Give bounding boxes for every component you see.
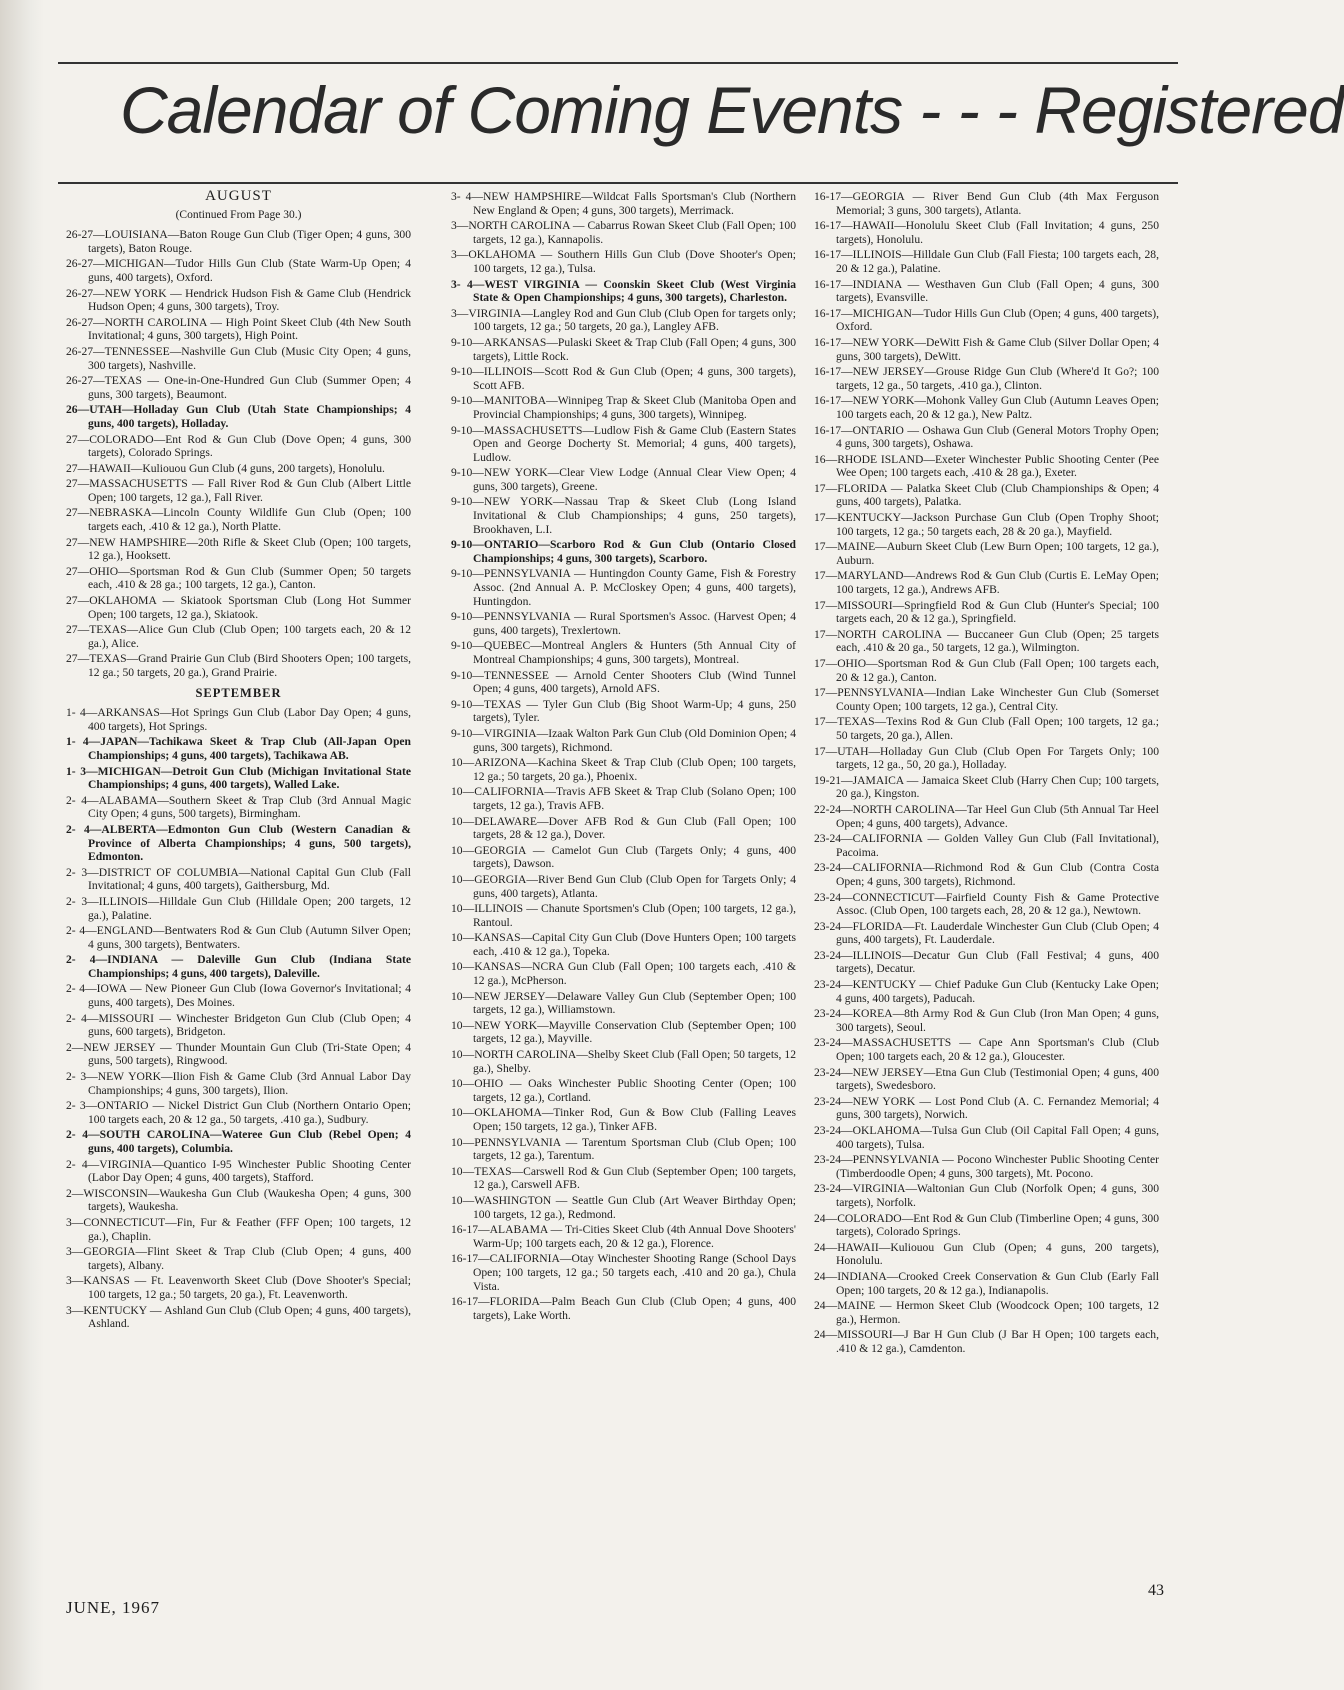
event-entry: 23-24—VIRGINIA—Waltonian Gun Club (Norfolk Open; 4 guns, 300 targets), Norfolk.	[814, 1182, 1159, 1209]
event-entry: 16-17—NEW YORK—Mohonk Valley Gun Club (Autumn Leaves Open; 100 targets each, 20 & 12 ga.), New Paltz.	[814, 394, 1159, 421]
august-event-list	[66, 228, 411, 679]
event-entry: 3—OKLAHOMA — Southern Hills Gun Club (Dove Shooter's Open; 100 targets, 12 ga.), Tulsa.	[451, 248, 796, 275]
event-entry: 2- 4—ALBERTA—Edmonton Gun Club (Western Canadian & Province of Alberta Championships; 4 guns, 500 targets), Edmonton.	[66, 822, 411, 864]
event-entry: 17—MISSOURI—Springfield Rod & Gun Club (Hunter's Special; 100 targets each, 20 & 12 ga.), Springfield.	[814, 598, 1159, 626]
event-entry: 3—KANSAS — Ft. Leavenworth Skeet Club (Dove Shooter's Special; 100 targets, 12 ga.; 50 targets, 20 ga.), Ft. Leavenworth.	[66, 1274, 411, 1301]
event-entry: 9-10—MASSACHUSETTS—Ludlow Fish & Game Club (Eastern States Open and George Docherty St. Memorial; 4 guns, 400 targets), Ludlow.	[451, 423, 796, 464]
event-entry: 10—NEW JERSEY—Delaware Valley Gun Club (September Open; 100 targets, 12 ga.), Williamstown.	[451, 989, 796, 1017]
event-entry: 26—UTAH—Holladay Gun Club (Utah State Championships; 4 guns, 400 targets), Holladay.	[66, 403, 411, 430]
event-entry: 9-10—MANITOBA—Winnipeg Trap & Skeet Club (Manitoba Open and Provincial Championships; 4 guns, 300 targets), Winnipeg.	[451, 394, 796, 421]
event-entry: 2- 4—ALABAMA—Southern Skeet & Trap Club (3rd Annual Magic City Open; 4 guns, 500 targets), Birmingham.	[66, 793, 411, 821]
event-entry: 23-24—ILLINOIS—Decatur Gun Club (Fall Festival; 4 guns, 400 targets), Decatur.	[814, 948, 1159, 976]
event-entry: 10—OKLAHOMA—Tinker Rod, Gun & Bow Club (Falling Leaves Open; 150 targets, 12 ga.), Tinker AFB.	[451, 1106, 796, 1133]
event-entry: 27—TEXAS—Alice Gun Club (Club Open; 100 targets each, 20 & 12 ga.), Alice.	[66, 623, 411, 650]
event-entry: 23-24—CONNECTICUT—Fairfield County Fish & Game Protective Assoc. (Club Open, 100 targets each, 28, 20 & 12 ga.), Newtown.	[814, 890, 1159, 918]
event-list-2	[451, 190, 796, 1322]
event-entry: 16-17—NEW YORK—DeWitt Fish & Game Club (Silver Dollar Open; 4 guns, 300 targets), DeWitt.	[814, 335, 1159, 363]
event-entry: 17—NORTH CAROLINA — Buccaneer Gun Club (Open; 25 targets each, .410 & 20 ga., 50 targets, 12 ga.), Wilmington.	[814, 627, 1159, 655]
event-entry: 10—KANSAS—NCRA Gun Club (Fall Open; 100 targets each, .410 & 12 ga.), McPherson.	[451, 960, 796, 988]
event-entry: 2- 4—VIRGINIA—Quantico I-95 Winchester Public Shooting Center (Labor Day Open; 4 guns, 400 targets), Stafford.	[66, 1157, 411, 1185]
event-entry: 24—HAWAII—Kuliouou Gun Club (Open; 4 guns, 200 targets), Honolulu.	[814, 1240, 1159, 1268]
event-entry: 9-10—ONTARIO—Scarboro Rod & Gun Club (Ontario Closed Championships; 4 guns, 300 targets), Scarboro.	[451, 538, 796, 565]
page-edge-bleed	[0, 0, 44, 1690]
event-entry: 1- 4—ARKANSAS—Hot Springs Gun Club (Labor Day Open; 4 guns, 400 targets), Hot Springs.	[66, 706, 411, 733]
event-entry: 16-17—ALABAMA — Tri-Cities Skeet Club (4th Annual Dove Shooters' Warm-Up; 100 targets each, 20 & 12 ga.), Florence.	[451, 1223, 796, 1250]
event-entry: 17—TEXAS—Texins Rod & Gun Club (Fall Open; 100 targets, 12 ga.; 50 targets, 20 ga.), Allen.	[814, 715, 1159, 742]
event-entry: 23-24—KENTUCKY — Chief Paduke Gun Club (Kentucky Lake Open; 4 guns, 400 targets), Paducah.	[814, 978, 1159, 1005]
event-entry: 16-17—INDIANA — Westhaven Gun Club (Fall Open; 4 guns, 300 targets), Evansville.	[814, 277, 1159, 305]
event-entry: 16-17—NEW JERSEY—Grouse Ridge Gun Club (Where'd It Go?; 100 targets, 12 ga., 50 targets, .410 ga.), Clinton.	[814, 365, 1159, 392]
event-entry: 10—DELAWARE—Dover AFB Rod & Gun Club (Fall Open; 100 targets, 28 & 12 ga.), Dover.	[451, 814, 796, 842]
event-entry: 17—PENNSYLVANIA—Indian Lake Winchester Gun Club (Somerset County Open; 100 targets, 12 ga.), Central City.	[814, 686, 1159, 713]
event-entry: 9-10—VIRGINIA—Izaak Walton Park Gun Club (Old Dominion Open; 4 guns, 300 targets), Richmond.	[451, 726, 796, 754]
event-entry: 9-10—ARKANSAS—Pulaski Skeet & Trap Club (Fall Open; 4 guns, 300 targets), Little Rock.	[451, 335, 796, 363]
event-entry: 3- 4—NEW HAMPSHIRE—Wildcat Falls Sportsman's Club (Northern New England & Open; 4 guns, 300 targets), Merrimack.	[451, 190, 796, 217]
event-entry: 3—CONNECTICUT—Fin, Fur & Feather (FFF Open; 100 targets, 12 ga.), Chaplin.	[66, 1215, 411, 1243]
event-entry: 10—PENNSYLVANIA — Tarentum Sportsman Club (Club Open; 100 targets, 12 ga.), Tarentum.	[451, 1135, 796, 1163]
event-entry: 9-10—PENNSYLVANIA — Rural Sportsmen's Assoc. (Harvest Open; 4 guns, 400 targets), Trexlertown.	[451, 610, 796, 637]
event-entry: 24—INDIANA—Crooked Creek Conservation & Gun Club (Early Fall Open; 100 targets, 20 & 12 ga.), Indianapolis.	[814, 1269, 1159, 1297]
event-entry: 23-24—FLORIDA—Ft. Lauderdale Winchester Gun Club (Club Open; 4 guns, 400 targets), Ft. Lauderdale.	[814, 919, 1159, 947]
event-entry: 27—NEW HAMPSHIRE—20th Rifle & Skeet Club (Open; 100 targets, 12 ga.), Hooksett.	[66, 535, 411, 563]
event-entry: 10—TEXAS—Carswell Rod & Gun Club (September Open; 100 targets, 12 ga.), Carswell AFB.	[451, 1164, 796, 1192]
event-entry: 17—MARYLAND—Andrews Rod & Gun Club (Curtis E. LeMay Open; 100 targets, 12 ga.), Andrews AFB.	[814, 569, 1159, 597]
event-entry: 9-10—NEW YORK—Nassau Trap & Skeet Club (Long Island Invitational & Club Championships; 4 guns, 250 targets), Brookhaven, L.I.	[451, 495, 796, 536]
event-entry: 26-27—MICHIGAN—Tudor Hills Gun Club (State Warm-Up Open; 4 guns, 400 targets), Oxford.	[66, 257, 411, 284]
event-entry: 3—NORTH CAROLINA — Cabarrus Rowan Skeet Club (Fall Open; 100 targets, 12 ga.), Kannapolis.	[451, 219, 796, 246]
event-entry: 16-17—MICHIGAN—Tudor Hills Gun Club (Open; 4 guns, 400 targets), Oxford.	[814, 306, 1159, 334]
event-entry: 10—NORTH CAROLINA—Shelby Skeet Club (Fall Open; 50 targets, 12 ga.), Shelby.	[451, 1048, 796, 1075]
event-entry: 3—VIRGINIA—Langley Rod and Gun Club (Club Open for targets only; 100 targets, 12 ga.; 50 targets, 20 ga.), Langley AFB.	[451, 306, 796, 334]
event-entry: 23-24—PENNSYLVANIA — Pocono Winchester Public Shooting Center (Timberdoodle Open; 4 guns, 300 targets), Mt. Pocono.	[814, 1153, 1159, 1180]
event-entry: 27—COLORADO—Ent Rod & Gun Club (Dove Open; 4 guns, 300 targets), Colorado Springs.	[66, 432, 411, 460]
september-heading: SEPTEMBER	[195, 685, 282, 700]
event-entry: 22-24—NORTH CAROLINA—Tar Heel Gun Club (5th Annual Tar Heel Open; 4 guns, 400 targets), Advance.	[814, 802, 1159, 830]
event-entry: 24—COLORADO—Ent Rod & Gun Club (Timberline Open; 4 guns, 300 targets), Colorado Springs.	[814, 1211, 1159, 1239]
event-entry: 2- 3—ILLINOIS—Hilldale Gun Club (Hilldale Open; 200 targets, 12 ga.), Palatine.	[66, 894, 411, 922]
event-entry: 10—OHIO — Oaks Winchester Public Shooting Center (Open; 100 targets, 12 ga.), Cortland.	[451, 1077, 796, 1104]
event-entry: 23-24—CALIFORNIA—Richmond Rod & Gun Club (Contra Costa Open; 4 guns, 300 targets), Richmond.	[814, 861, 1159, 888]
event-entry: 3—KENTUCKY — Ashland Gun Club (Club Open; 4 guns, 400 targets), Ashland.	[66, 1303, 411, 1331]
page-number: 43	[1148, 1582, 1164, 1599]
event-entry: 24—MISSOURI—J Bar H Gun Club (J Bar H Open; 100 targets each, .410 & 12 ga.), Camdenton.	[814, 1328, 1159, 1355]
event-entry: 2—NEW JERSEY — Thunder Mountain Gun Club (Tri-State Open; 4 guns, 500 targets), Ringwood.	[66, 1040, 411, 1068]
event-entry: 26-27—NORTH CAROLINA — High Point Skeet Club (4th New South Invitational; 4 guns, 300 targets), High Point.	[66, 315, 411, 343]
event-entry: 3—GEORGIA—Flint Skeet & Trap Club (Club Open; 4 guns, 400 targets), Albany.	[66, 1245, 411, 1272]
event-entry: 16—RHODE ISLAND—Exeter Winchester Public Shooting Center (Pee Wee Open; 100 targets each, .410 & 28 ga.), Exeter.	[814, 452, 1159, 480]
event-entry: 9-10—PENNSYLVANIA — Huntingdon County Game, Fish & Forestry Assoc. (2nd Annual A. P. McCloskey Open; 4 guns, 400 targets), Huntingdon.	[451, 567, 796, 608]
column-1	[66, 190, 411, 1585]
event-entry: 2—WISCONSIN—Waukesha Gun Club (Waukesha Open; 4 guns, 300 targets), Waukesha.	[66, 1186, 411, 1214]
event-entry: 10—GEORGIA—River Bend Gun Club (Club Open for Targets Only; 4 guns, 400 targets), Atlanta.	[451, 872, 796, 900]
event-entry: 17—MAINE—Auburn Skeet Club (Lew Burn Open; 100 targets, 12 ga.), Auburn.	[814, 540, 1159, 567]
event-entry: 2- 4—SOUTH CAROLINA—Wateree Gun Club (Rebel Open; 4 guns, 400 targets), Columbia.	[66, 1128, 411, 1155]
event-entry: 2- 3—DISTRICT OF COLUMBIA—National Capital Gun Club (Fall Invitational; 4 guns, 400 targets), Gaithersburg, Md.	[66, 865, 411, 893]
month-heading: AUGUST	[205, 188, 272, 204]
event-entry: 16-17—ILLINOIS—Hilldale Gun Club (Fall Fiesta; 100 targets each, 28, 20 & 12 ga.), Palatine.	[814, 248, 1159, 275]
column-2	[451, 190, 796, 1585]
column-3	[814, 190, 1159, 1585]
event-entry: 17—KENTUCKY—Jackson Purchase Gun Club (Open Trophy Shoot; 100 targets, 12 ga.; 50 targets each, 28 & 20 ga.), Mayfield.	[814, 511, 1159, 538]
continued-note: (Continued From Page 30.)	[175, 208, 302, 221]
event-entry: 16-17—HAWAII—Honolulu Skeet Club (Fall Invitation; 4 guns, 250 targets), Honolulu.	[814, 219, 1159, 246]
event-entry: 9-10—TEXAS — Tyler Gun Club (Big Shoot Warm-Up; 4 guns, 250 targets), Tyler.	[451, 697, 796, 725]
event-entry: 27—HAWAII—Kuliouou Gun Club (4 guns, 200 targets), Honolulu.	[66, 461, 385, 475]
event-entry: 16-17—ONTARIO — Oshawa Gun Club (General Motors Trophy Open; 4 guns, 300 targets), Oshawa.	[814, 423, 1159, 451]
event-entry: 3- 4—WEST VIRGINIA — Coonskin Skeet Club (West Virginia State & Open Championships; 4 guns, 300 targets), Charleston.	[451, 277, 796, 305]
event-entry: 24—MAINE — Hermon Skeet Club (Woodcock Open; 100 targets, 12 ga.), Hermon.	[814, 1299, 1159, 1326]
event-entry: 23-24—MASSACHUSETTS — Cape Ann Sportsman's Club (Club Open; 100 targets each, 20 & 12 ga.), Gloucester.	[814, 1036, 1159, 1064]
event-entry: 2- 4—ENGLAND—Bentwaters Rod & Gun Club (Autumn Silver Open; 4 guns, 300 targets), Bentwaters.	[66, 924, 411, 951]
issue-date: JUNE, 1967	[66, 1598, 161, 1617]
event-entry: 23-24—NEW JERSEY—Etna Gun Club (Testimonial Open; 4 guns, 400 targets), Swedesboro.	[814, 1065, 1159, 1093]
event-entry: 27—OHIO—Sportsman Rod & Gun Club (Summer Open; 50 targets each, .410 & 28 ga.; 100 targets, 12 ga.), Canton.	[66, 564, 411, 592]
event-entry: 10—NEW YORK—Mayville Conservation Club (September Open; 100 targets, 12 ga.), Mayville.	[451, 1018, 796, 1046]
event-entry: 23-24—KOREA—8th Army Rod & Gun Club (Iron Man Open; 4 guns, 300 targets), Seoul.	[814, 1007, 1159, 1034]
event-entry: 17—UTAH—Holladay Gun Club (Club Open For Targets Only; 100 targets, 12 ga., 50, 20 ga.), Holladay.	[814, 744, 1159, 772]
event-entry: 2- 4—IOWA — New Pioneer Gun Club (Iowa Governor's Invitational; 4 guns, 400 targets), Des Moines.	[66, 982, 411, 1010]
event-entry: 17—FLORIDA — Palatka Skeet Club (Club Championships & Open; 4 guns, 400 targets), Palatka.	[814, 481, 1159, 509]
event-entry: 2- 4—MISSOURI — Winchester Bridgeton Gun Club (Club Open; 4 guns, 600 targets), Bridgeton.	[66, 1011, 411, 1039]
event-entry: 10—KANSAS—Capital City Gun Club (Dove Hunters Open; 100 targets each, .410 & 12 ga.), Topeka.	[451, 931, 796, 958]
event-entry: 16-17—FLORIDA—Palm Beach Gun Club (Club Open; 4 guns, 400 targets), Lake Worth.	[451, 1295, 796, 1322]
event-entry: 26-27—TENNESSEE—Nashville Gun Club (Music City Open; 4 guns, 300 targets), Nashville.	[66, 344, 411, 372]
event-entry: 16-17—GEORGIA — River Bend Gun Club (4th Max Ferguson Memorial; 3 guns, 300 targets), Atlanta.	[814, 190, 1159, 217]
event-entry: 19-21—JAMAICA — Jamaica Skeet Club (Harry Chen Cup; 100 targets, 20 ga.), Kingston.	[814, 773, 1159, 801]
page-title: Calendar of Coming Events - - - Registered	[120, 73, 1344, 147]
event-entry: 23-24—OKLAHOMA—Tulsa Gun Club (Oil Capital Fall Open; 4 guns, 400 targets), Tulsa.	[814, 1124, 1159, 1151]
event-entry: 2- 3—ONTARIO — Nickel District Gun Club (Northern Ontario Open; 100 targets each, 20 & 12 ga., 50 targets, .410 ga.), Sudbury.	[66, 1099, 411, 1126]
event-entry: 10—GEORGIA — Camelot Gun Club (Targets Only; 4 guns, 400 targets), Dawson.	[451, 843, 796, 871]
event-entry: 23-24—NEW YORK — Lost Pond Club (A. C. Fernandez Memorial; 4 guns, 300 targets), Norwich.	[814, 1094, 1159, 1122]
event-entry: 1- 3—MICHIGAN—Detroit Gun Club (Michigan Invitational State Championships; 4 guns, 400 targets), Walled Lake.	[66, 764, 411, 792]
event-entry: 9-10—NEW YORK—Clear View Lodge (Annual Clear View Open; 4 guns, 300 targets), Greene.	[451, 466, 796, 493]
event-entry: 27—MASSACHUSETTS — Fall River Rod & Gun Club (Albert Little Open; 100 targets, 12 ga.), Fall River.	[66, 477, 411, 504]
event-entry: 1- 4—JAPAN—Tachikawa Skeet & Trap Club (All-Japan Open Championships; 4 guns, 400 targets), Tachikawa AB.	[66, 735, 411, 762]
event-entry: 10—CALIFORNIA—Travis AFB Skeet & Trap Club (Solano Open; 100 targets, 12 ga.), Travis AFB.	[451, 785, 796, 812]
event-entry: 9-10—TENNESSEE — Arnold Center Shooters Club (Wind Tunnel Open; 4 guns, 400 targets), Arnold AFS.	[451, 668, 796, 696]
event-entry: 2- 3—NEW YORK—Ilion Fish & Game Club (3rd Annual Labor Day Championships; 4 guns, 300 targets), Ilion.	[66, 1070, 411, 1097]
event-entry: 27—NEBRASKA—Lincoln County Wildlife Gun Club (Open; 100 targets each, .410 & 12 ga.), North Platte.	[66, 506, 411, 534]
event-entry: 26-27—NEW YORK — Hendrick Hudson Fish & Game Club (Hendrick Hudson Open; 4 guns, 300 targets), Troy.	[66, 286, 411, 314]
event-entry: 23-24—CALIFORNIA — Golden Valley Gun Club (Fall Invitational), Pacoima.	[814, 832, 1159, 859]
event-entry: 10—ILLINOIS — Chanute Sportsmen's Club (Open; 100 targets, 12 ga.), Rantoul.	[451, 902, 796, 929]
event-entry: 27—TEXAS—Grand Prairie Gun Club (Bird Shooters Open; 100 targets, 12 ga.; 50 targets, 20 ga.), Grand Prairie.	[66, 652, 411, 679]
event-list-3	[814, 190, 1159, 1356]
event-entry: 2- 4—INDIANA — Daleville Gun Club (Indiana State Championships; 4 guns, 400 targets), Daleville.	[66, 953, 411, 980]
event-entry: 17—OHIO—Sportsman Rod & Gun Club (Fall Open; 100 targets each, 20 & 12 ga.), Canton.	[814, 657, 1159, 684]
event-entry: 9-10—QUEBEC—Montreal Anglers & Hunters (5th Annual City of Montreal Championships; 4 guns, 300 targets), Montreal.	[451, 639, 796, 666]
event-entry: 26-27—LOUISIANA—Baton Rouge Gun Club (Tiger Open; 4 guns, 300 targets), Baton Rouge.	[66, 228, 411, 255]
event-entry: 10—WASHINGTON — Seattle Gun Club (Art Weaver Birthday Open; 100 targets, 12 ga.), Redmond.	[451, 1193, 796, 1221]
event-entry: 16-17—CALIFORNIA—Otay Winchester Shooting Range (School Days Open; 100 targets, 12 ga.; 50 targets each, .410 and 20 ga.), Chula Vista.	[451, 1252, 796, 1293]
event-entry: 9-10—ILLINOIS—Scott Rod & Gun Club (Open; 4 guns, 300 targets), Scott AFB.	[451, 365, 796, 392]
event-entry: 27—OKLAHOMA — Skiatook Sportsman Club (Long Hot Summer Open; 100 targets, 12 ga.), Skiatook.	[66, 594, 411, 621]
event-entry: 26-27—TEXAS — One-in-One-Hundred Gun Club (Summer Open; 4 guns, 300 targets), Beaumont.	[66, 374, 411, 401]
event-entry: 10—ARIZONA—Kachina Skeet & Trap Club (Club Open; 100 targets, 12 ga.; 50 targets, 20 ga.), Phoenix.	[451, 756, 796, 783]
september-event-list	[66, 706, 411, 1331]
